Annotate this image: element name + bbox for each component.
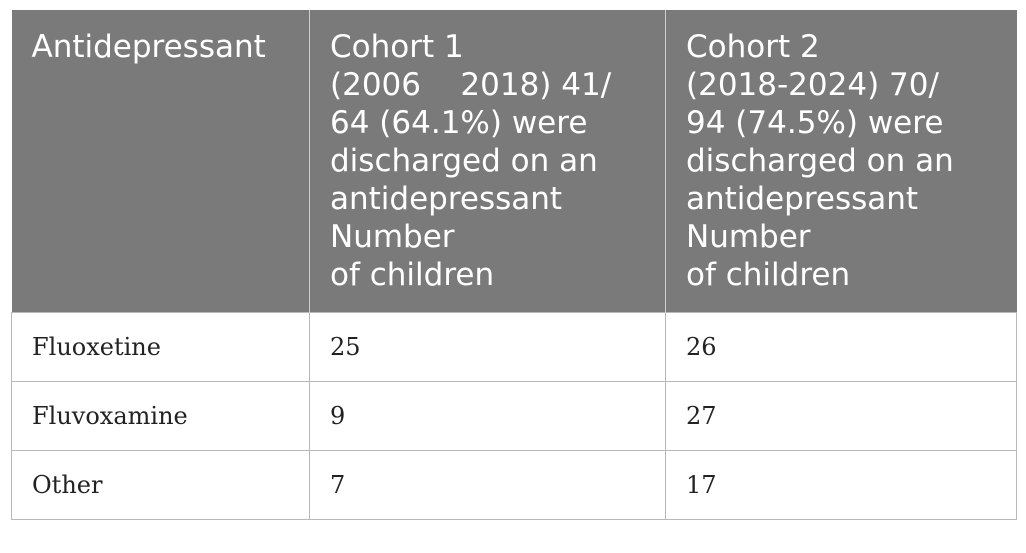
cell-cohort-2-count: 17 (666, 451, 1017, 520)
cell-cohort-1-count: 7 (310, 451, 666, 520)
cell-cohort-2-count: 26 (666, 313, 1017, 382)
table-row (12, 451, 1017, 520)
cell-drug-name: Fluvoxamine (12, 382, 310, 451)
cell-cohort-1-count: 9 (310, 382, 666, 451)
header-cohort-2: Cohort 2 (2018-2024) 70/ 94 (74.5%) were discharged on an antidepressant Number of children (666, 10, 1017, 313)
cell-drug-name: Other (12, 451, 310, 520)
table-header (12, 10, 1017, 313)
cell-cohort-2-count: 27 (666, 382, 1017, 451)
header-row (12, 10, 1017, 313)
cell-cohort-1-count: 25 (310, 313, 666, 382)
header-cohort-1: Cohort 1 (2006 2018) 41/ 64 (64.1%) were discharged on an antidepressant Number of children (310, 10, 666, 313)
header-antidepressant: Antidepressant (12, 10, 310, 313)
table-row (12, 382, 1017, 451)
antidepressant-table (11, 10, 1017, 520)
table-row (12, 313, 1017, 382)
table-body (12, 313, 1017, 520)
cell-drug-name: Fluoxetine (12, 313, 310, 382)
